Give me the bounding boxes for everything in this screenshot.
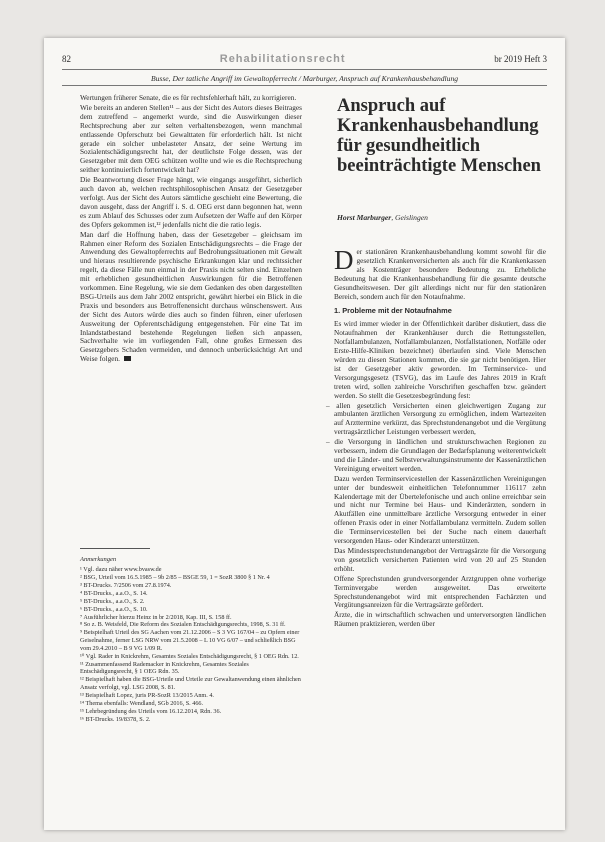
page-header — [62, 52, 547, 66]
author-name: Horst Marburger — [337, 213, 392, 222]
footnote: ⁷ Ausführlicher hierzu Heinz in br 2/2018, Kap. III, S. 158 ff. — [80, 613, 232, 621]
footnote: ⁴ BT-Drucks., a.a.O., S. 14. — [80, 589, 148, 597]
footnote: ⁹ Beispielhaft Urteil des SG Aachen vom 21.12.2006 – S 3 VG 167/04 – zu Opfern einer Geiselnahme, ferner LSG NRW vom 21.5.2008 – L 10 VG 6/07 – und schließlich BSG vom 29.4.2010 – B 9 VG 1/09 R. — [80, 629, 300, 652]
paragraph: Wie bereits an anderen Stellen¹¹ – aus der Sicht des Autors dieses Beitrages dem zutreffend – angemerkt wurde, sind die Auswirkungen dieser Rechtsprechung aber zur selten verhaltensbezogen, wenn manchmal entlassende Opferschutz bei Gewalttaten für erforderlich hält. Ist nicht gerade ein solcher unbelasteter Ansatz, der seine Wertung im Sozialentschädigungsrecht hat, der deutlichste Folge dessen, was der Gesetzgeber mit dem OEG schützen wollte und wie es die Rechtsprechung seither kontinuierlich fortentwickelt hat? — [80, 102, 302, 175]
paragraph: Dazu werden Terminservicestellen der Kassenärztlichen Vereinigungen unter der bundesweit einheitlichen Telefonnummer 116117 zehn Kalendertage mit der Übertelefonische und auch online erreichbar sein und nicht nur Termine bei Haus- und Kinderärzten, sondern in Akutfällen eine unmittelbare ärztliche Versorgung entweder in einer offenen Praxis oder in einer Notfallambulanz vermitteln. Zudem sollen die Terminservicestellen bei der Suche nach einem dauerhaft versorgenden Haus- oder Kinderarzt unterstützen. — [334, 473, 546, 546]
running-title: Busse, Der tatliche Angriff im Gewaltopferrecht / Marburger, Anspruch auf Krankenhausbehandlung — [150, 74, 459, 83]
bullet-item: – die Versorgung in ländlichen und strukturschwachen Regionen zu verbessern, indem die Grundlagen der Bedarfsplanung weiterentwickelt und die Länder- und Selbstverwaltungsinstrumente der Kassenärztlichen Vereinigung erweitert werden. — [326, 437, 546, 473]
footnote: ² BSG, Urteil vom 16.5.1985 – 9b 2/85 – BSGE 59, 1 = SozR 3800 § 1 Nr. 4 — [80, 573, 270, 581]
footnote: ⁸ So z. B. Weisfeld, Die Reform des Sozialen Entschädigungsrechts, 1998, S. 31 ff. — [80, 621, 286, 629]
byline: Horst Marburger, Geislingen — [337, 213, 428, 222]
footnote: ¹² Beispielhaft haben die BSG-Urteile und Urteile zur Gewaltanwendung einen ähnlichen Ansatz verfolgt, vgl. LSG 2008, S. 81. — [80, 676, 301, 691]
footnote: ¹ Vgl. dazu näher www.bvasw.de — [80, 565, 162, 573]
drop-cap: D — [334, 245, 354, 275]
footnote: ¹⁶ BT-Drucks. 19/8378, S. 2. — [80, 715, 151, 723]
header-rule — [62, 69, 547, 70]
paragraph: Es wird immer wieder in der Öffentlichkeit darüber diskutiert, dass die Notaufnahmen der Krankenhäuser durch die Rettungsstellen, Notfallambulanzen, Notfallambulanzen, Notfallstationen, Notfälle oder Erste-Hilfe-Kliniken bezeichnet) überlaufen sind. Viele Menschen würden zu diesen Stationen kommen, die sie gar nicht benötigen. Hier ist der Gesetzgeber aktiv geworden. Im Terminservice- und Versorgungsgesetz (TSVG), das im Laufe des Jahres 2019 in Kraft treten wird, sollen zahlreiche Vorschriften geschaffen bzw. geändert werden. So stellt die Gesetzesbegründung fest: — [334, 319, 546, 400]
page-number: 82 — [62, 54, 71, 64]
paragraph: Wertungen früherer Senate, die es für rechtsfehlerhaft hält, zu korrigieren. — [80, 93, 297, 102]
running-title-rule — [62, 85, 547, 86]
footnote: ⁵ BT-Drucks., a.a.O., S. 2. — [80, 597, 145, 605]
paragraph: Das Mindestsprechstundenangebot der Vertragsärzte für die Versorgung von gesetzlich versicherten Patienten wird von 20 auf 25 Stunden erhöht. — [334, 546, 546, 573]
paragraph: Ärzte, die in wirtschaftlich schwachen und unterversorgten ländlichen Räumen praktizieren, werden über — [334, 610, 546, 629]
footnote: ¹⁵ Lehrbegründung des Urteils vom 16.12.2014, Rdn. 36. — [80, 707, 222, 715]
journal-page — [44, 38, 565, 830]
lead-paragraph — [334, 245, 546, 301]
footnote: ¹¹ Zusammenfassend Rademacker in Knickrehm, Gesamtes Soziales Entschädigungsrecht, § 1 OEG Rdn. 35. — [80, 660, 249, 676]
paragraph: Offene Sprechstunden grundversorgender Arztgruppen ohne vorherige Terminvergabe werden ausgeweitet. Das erweiterte Sprechstundenangebot wird mit entsprechenden Fachärzten und Vergütungsanreizen für die Vertragsärzte gefördert. — [334, 573, 546, 610]
footnote: ⁶ BT-Drucks., a.a.O., S. 10. — [80, 605, 148, 613]
paragraph: Die Beantwortung dieser Frage hängt, wie eingangs ausgeführt, sicherlich auch davon ab, welchen rechtsphilosophischen Ansatz der Gesetzgeber verfolgt. Aus der Sicht des Autors sämtliche geschieht eine Bewertung, die davon ausgeht, dass der Angriff i. S. d. OEG erst dann begonnen hat, wenn es zum Ablauf des Schusses oder zum Aufsetzen der Waffe auf den Körper des Opfers gekommen ist,¹² jedenfalls nicht die die ratio legis. — [80, 175, 302, 229]
right-column — [326, 245, 546, 630]
article-title: Anspruch auf Krankenhausbehandlung für gesundheitlich beeinträchtigte Menschen — [337, 96, 541, 176]
footnote: ³ BT-Drucks. 7/2506 vom 27.8.1974. — [80, 581, 172, 589]
footnote-rule — [80, 548, 150, 549]
footnotes-label: Anmerkungen — [80, 556, 117, 563]
end-of-article-mark — [124, 356, 131, 361]
lead-text: er stationären Krankenhausbehandlung kommt sowohl für die gesetzlich Krankenversicherten als auch für die Krankenkassen als Kostenträger besondere Bedeutung zu. Erhebliche Bedeutung hat die Krankenhausbehandlung für die gesamte deutsche Gesundheitswesen. Der gilt allerdings nicht nur für den stationären Bereich, sondern auch für den Notaufnahme. — [334, 247, 546, 301]
paragraph — [80, 231, 302, 365]
bullet-item: – allen gesetzlich Versicherten einen gleichwertigen Zugang zur ambulanten ärztlichen Versorgung zu ermöglichen, indem Wartezeiten auf Arzttermine verkürzt, das Sprechstundenangebot und die Vergütung vertragsärztlicher Leistungen verbessert werden, — [326, 400, 546, 437]
paragraph-text: Man darf die Hoffnung haben, dass der Gesetzgeber – gleichsam im Rahmen einer Reform des Sozialen Entschädigungsrechts – die Frage der Anwendung des Gewaltopferrechts auf Bedrohungssituationen mit Gewalt und hieraus resultierende psychische Erkrankungen klar und rechtssicher regelt, da diese Fälle nun einmal in der Praxis nicht selten sind. Einzelnen mit erheblichen gesundheitlichen Auswirkungen für die Betroffenen vorkommen. Eine Regelung, wie sie dem Gedanken des oben dargestellten BSG-Urteils aus dem Jahr 2002 entspricht, gewährt hierbei ein Blick in die Praxis und besonders aus Betroffenensicht durchaus wünschenswert. Aus der Sicht des Autors würde dies auch so finden führen, einer uferlosen Ausweitung der Opferentschädigung entgegenstehen. Für eine Tat im Inlandstatbestand bestehende Regelungen ließen sich anpassen, Sachverhalte wie im vorliegenden Fall, ohne großes Ermessen des Gesetzgebers Schaden vermeiden, und dennoch unberücksichtigt Art und Weise folgen. — [80, 229, 302, 364]
issue-info: br 2019 Heft 3 — [494, 54, 547, 64]
journal-name: Rehabilitationsrecht — [219, 53, 346, 65]
footnote: ¹³ Beispielhaft Lopez, juris PR-SozR 13/2015 Anm. 4. — [80, 691, 214, 699]
section-heading: 1. Probleme mit der Notaufnahme — [334, 306, 452, 316]
footnote: ¹⁴ Thema ebenfalls: Wendland, SGb 2016, S. 466. — [80, 699, 204, 707]
footnote: ¹⁰ Vgl. Rader in Knickrehm, Gesamtes Soziales Entschädigungsrecht, § 1 OEG Rdn. 12. — [80, 652, 299, 660]
author-location: Geislingen — [395, 213, 428, 222]
left-column — [80, 94, 302, 365]
footnotes — [80, 556, 302, 724]
